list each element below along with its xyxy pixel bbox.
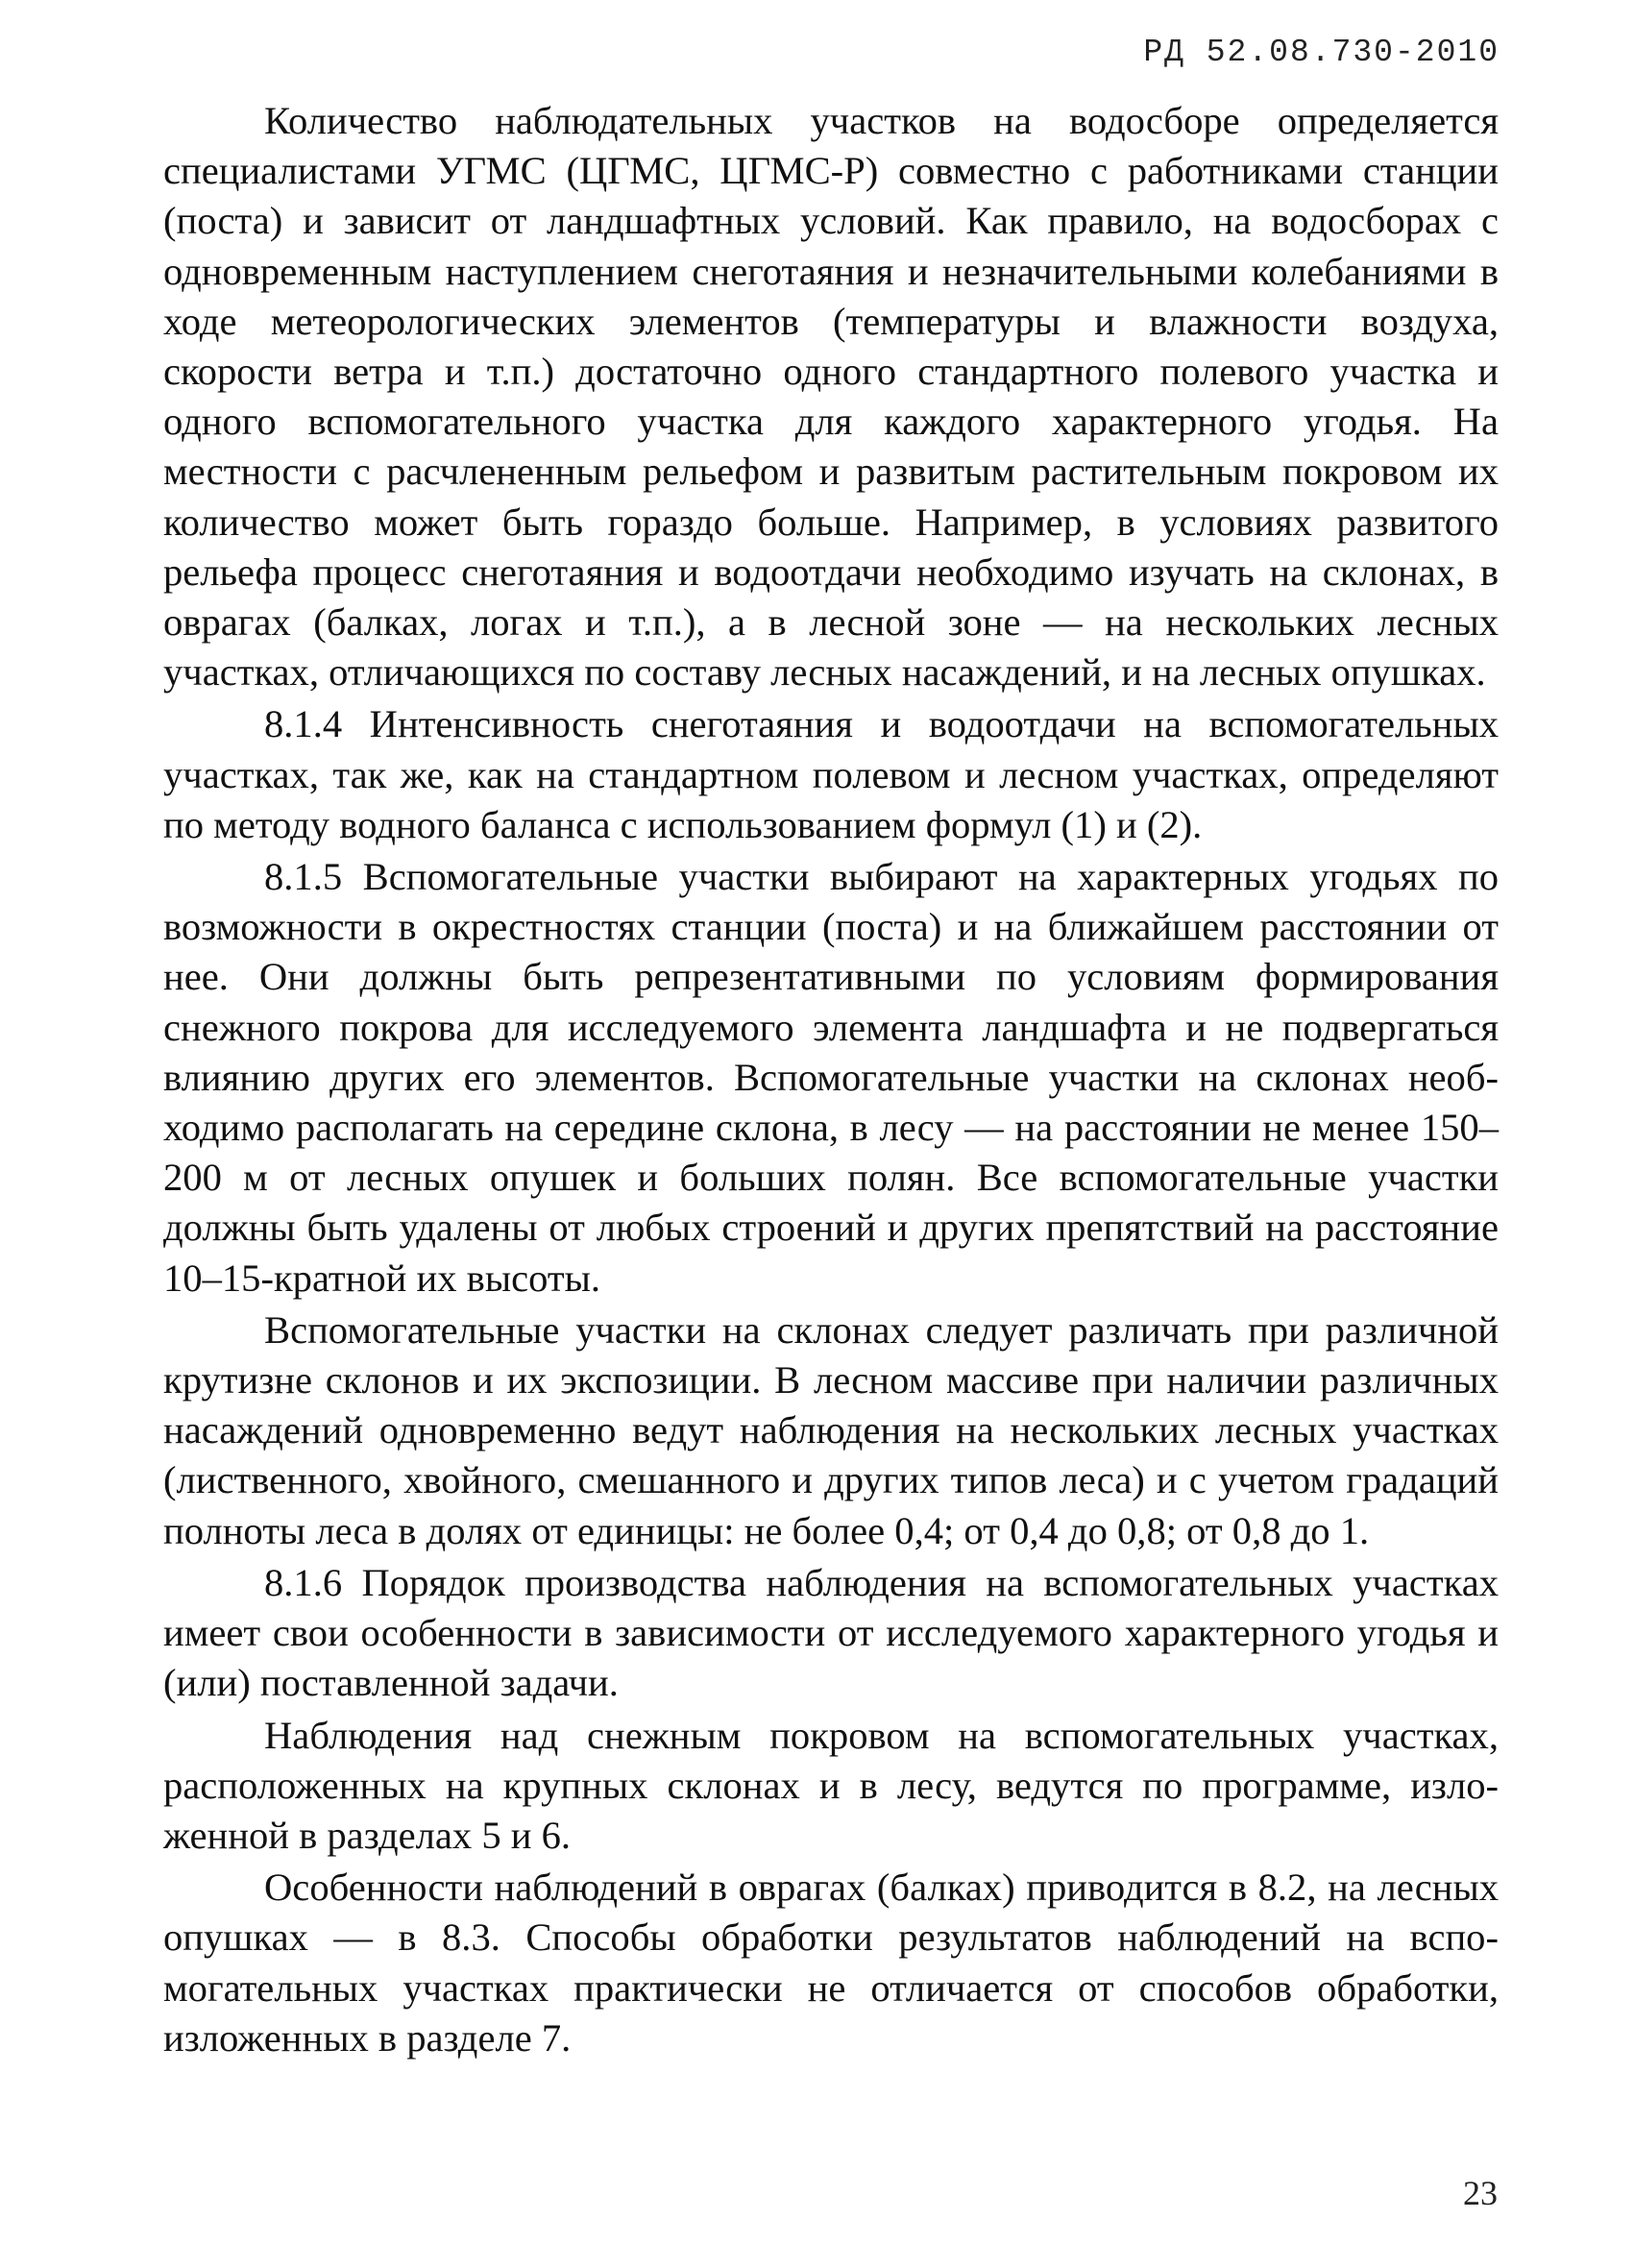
paragraph-ravine-features: Особенности наблюдений в оврагах (балках) приводится в 8.2, на лесных опушках — в 8.3. Способы обработки результатов наблюдений на вспомогательных участках практически не отличается от способов обработки, изложенных в разделе 7. (163, 1866, 1499, 2060)
document-code: РД 52.08.730-2010 (1143, 35, 1500, 70)
paragraph-8-1-5: 8.1.5 Вспомогательные участки выбирают на характерных угодьях по возможности в окрестностях станции (поста) и на ближайшем расстоянии от нее. Они должны быть репрезентативными по условиям формирования снежного покрова для исследуемого элемента ландшафта и не подвергаться влиянию других его элементов. Вспомогательные участки на склонах необходимо располагать на середине склона, в лесу — на расстоянии не менее 150–200 м от лесных опушек и больших полян. Все вспомогательные участки должны быть удалены от любых строений и других препятствий на расстояние 10–15-кратной их высоты. (163, 855, 1499, 1300)
page-number: 23 (1463, 2174, 1498, 2212)
paragraph-8-1-6: 8.1.6 Порядок производства наблюдения на вспомогательных участках имеет свои особенности в зависимости от исследуемого характерного угодья и (или) поставленной задачи. (163, 1560, 1499, 1705)
document-body (163, 96, 1499, 2065)
paragraph-slope-sites: Вспомогательные участки на склонах следует различать при различной крутизне склонов и их экспозиции. В лесном массиве при наличии различных насаждений одновременно ведут наблюдения на нескольких лесных участках (лиственного, хвойного, смешанного и других типов леса) и с учетом градаций полноты леса в долях от единицы: не более 0,4; от 0,4 до 0,8; от 0,8 до 1. (163, 1307, 1499, 1552)
paragraph-8-1-4: 8.1.4 Интенсивность снеготаяния и водоотдачи на вспомогательных участках, так же, как на стандартном полевом и лесном участках, определяют по методу водного баланса с использованием формул (1) и (2). (163, 702, 1499, 846)
paragraph-watershed-sites: Количество наблюдательных участков на водосборе определяется специалистами УГМС (ЦГМС, ЦГМС-Р) совместно с работниками станции (поста) и зависит от ландшафтных условий. Как правило, на водосборах с одновременным наступлением снеготаяния и незначительными колебаниями в ходе метеорологических элементов (температуры и влажности воздуха, скорости ветра и т.п.) достаточно одного стандартного полевого участка и одного вспомогательного участка для каждого характерного угодья. На местности с расчлененным рельефом и развитым растительным покровом их количество может быть гораздо больше. Например, в условиях развитого рельефа процесс снеготаяния и водоотдачи необходимо изучать на склонах, в оврагах (балках, логах и т.п.), а в лесной зоне — на нескольких лесных участках, отличающихся по составу лесных насаждений, и на лесных опушках. (163, 99, 1499, 695)
paragraph-snow-cover-observations: Наблюдения над снежным покровом на вспомогательных участках, расположенных на крупных склонах и в лесу, ведутся по программе, изложенной в разделах 5 и 6. (163, 1713, 1499, 1857)
